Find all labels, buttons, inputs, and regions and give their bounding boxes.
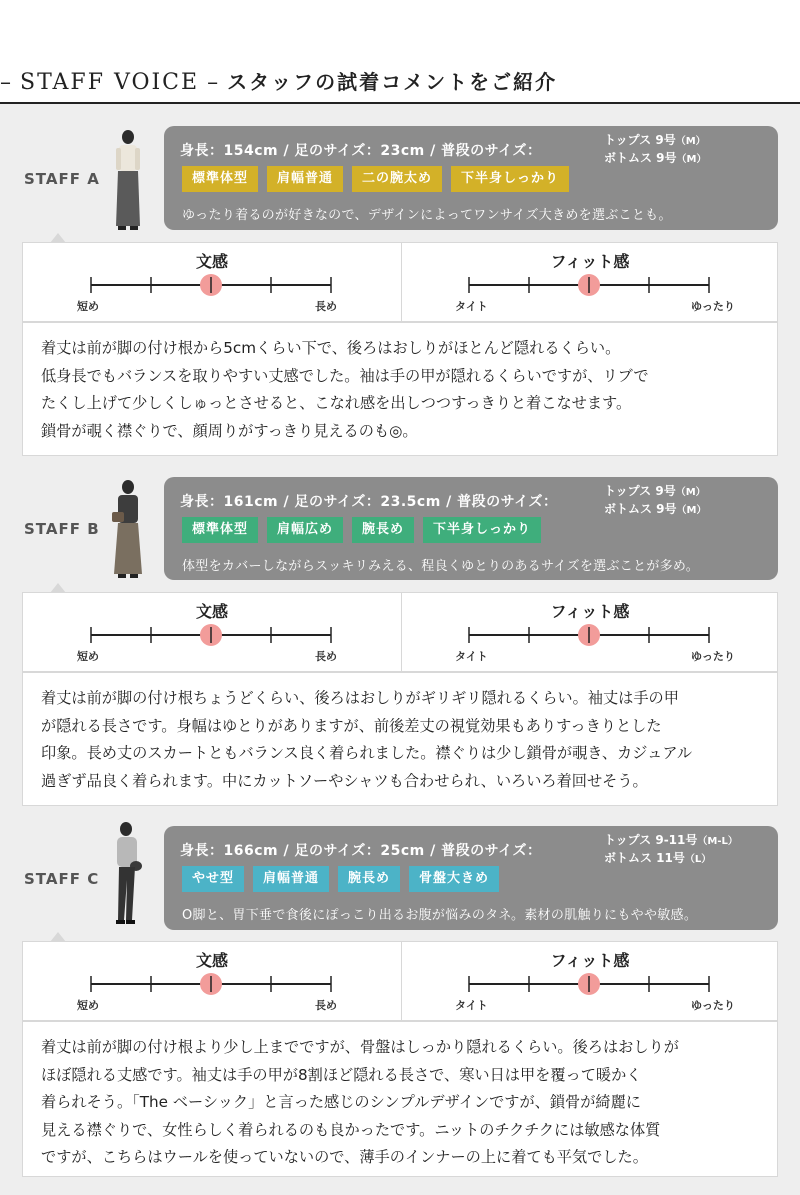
fit-scale xyxy=(401,243,779,323)
title-dash: – xyxy=(0,70,12,95)
staff-label: STAFF C xyxy=(24,870,100,888)
title-en: STAFF VOICE xyxy=(20,70,200,95)
staff-b-info xyxy=(164,477,778,580)
staff-c-note: O脚と、胃下垂で食後にぽっこり出るお腹が悩みのタネ。素材の肌触りにもやや敏感。 xyxy=(182,908,698,923)
tops-size-note: （M） xyxy=(675,136,706,147)
staff-b-note: 体型をカバーしながらスッキリみえる、程良くゆとりのあるサイズを選ぶことが多め。 xyxy=(182,559,700,574)
page-header xyxy=(0,60,800,104)
length-scale xyxy=(23,593,401,673)
comment-line: 見える襟ぐりで、女性らしく着られるのも良かったです。ニットのチクチクには敏感な体質 xyxy=(41,1120,661,1139)
person-figure-icon xyxy=(108,820,148,930)
fit-min-label: タイト xyxy=(455,999,488,1012)
staff-c-scales xyxy=(22,941,778,1021)
body-tag: 二の腕太め xyxy=(352,166,442,192)
tops-size: トップス 9-11号 xyxy=(604,833,698,847)
staff-c-sizes xyxy=(604,832,738,868)
fit-max-label: ゆったり xyxy=(691,300,735,313)
body-tag: 標準体型 xyxy=(182,517,258,543)
staff-b-measurements: 身長：161cm / 足のサイズ：23.5cm / 普段のサイズ： xyxy=(180,494,558,510)
fit-scale-title: フィット感 xyxy=(550,252,630,271)
staff-a-tags xyxy=(182,166,578,192)
length-scale xyxy=(23,243,401,323)
staff-label: STAFF A xyxy=(24,170,100,188)
staff-c-info xyxy=(164,826,778,930)
bottoms-size: ボトムス 9号 xyxy=(604,502,677,516)
bottoms-size-note: （M） xyxy=(676,505,707,516)
staff-c-comment xyxy=(22,1021,778,1177)
length-scale-bar xyxy=(23,271,401,299)
staff-b-comment xyxy=(22,672,778,806)
body-tag: 肩幅広め xyxy=(267,517,343,543)
staff-a-comment xyxy=(22,322,778,456)
fit-scale-title: フィット感 xyxy=(550,951,630,970)
title-dash: – xyxy=(207,70,220,95)
staff-c-photo xyxy=(108,820,148,934)
tops-size-note: （M-L） xyxy=(697,836,738,847)
person-figure-icon xyxy=(108,128,148,234)
comment-line: 着られそう。「The ベーシック」と言った感じのシンプルデザインですが、鎖骨が綺麗に xyxy=(41,1093,641,1111)
comment-line: ですが、こちらはウールを使っていないので、薄手のインナーの上に着ても平気でした。 xyxy=(41,1148,648,1166)
comment-line: たくし上げて少しくしゅっとさせると、こなれ感を出しつつすっきりと着こなせます。 xyxy=(41,394,632,412)
fit-scale-bar xyxy=(401,970,779,998)
staff-label: STAFF B xyxy=(24,520,100,538)
length-scale xyxy=(23,942,401,1022)
length-min-label: 短め xyxy=(77,300,99,313)
body-tag: 標準体型 xyxy=(182,166,258,192)
length-scale-title: 文感 xyxy=(195,602,228,621)
length-scale-title: 文感 xyxy=(195,951,228,970)
page-title xyxy=(0,66,557,95)
person-figure-icon xyxy=(108,478,148,584)
staff-c-tags xyxy=(182,866,508,892)
bottoms-size: ボトムス 11号 xyxy=(604,851,685,865)
fit-scale xyxy=(401,593,779,673)
comment-line: が隠れる長さです。身幅はゆとりがありますが、前後差丈の視覚効果もありすっきりとした xyxy=(41,716,662,735)
length-max-label: 長め xyxy=(315,650,337,663)
comment-text xyxy=(41,1034,679,1172)
body-tag: 腕長め xyxy=(352,517,414,543)
comment-line: ほぼ隠れる丈感です。袖丈は手の甲が8割ほど隠れる長さで、寒い日は甲を覆って暖かく xyxy=(41,1065,642,1084)
body-tag: 下半身しっかり xyxy=(423,517,541,543)
length-scale-bar xyxy=(23,621,401,649)
fit-scale xyxy=(401,942,779,1022)
bottoms-size-note: （L） xyxy=(684,854,712,865)
fit-scale-bar xyxy=(401,621,779,649)
fit-max-label: ゆったり xyxy=(691,999,735,1012)
staff-a-scales xyxy=(22,242,778,322)
comment-line: 鎖骨が覗く襟ぐりで、顔周りがすっきり見えるのも◎。 xyxy=(41,421,418,440)
comment-text xyxy=(41,335,649,445)
body-tag: 骨盤大きめ xyxy=(409,866,499,892)
staff-a-photo xyxy=(108,128,148,238)
staff-b-photo xyxy=(108,478,148,588)
staff-a-measurements: 身長：154cm / 足のサイズ：23cm / 普段のサイズ： xyxy=(180,143,542,159)
fit-max-label: ゆったり xyxy=(691,650,735,663)
staff-b-tags xyxy=(182,517,550,543)
title-jp: スタッフの試着コメントをご紹介 xyxy=(227,70,558,94)
tops-size: トップス 9号 xyxy=(604,484,676,498)
length-max-label: 長め xyxy=(315,300,337,313)
length-min-label: 短め xyxy=(77,999,99,1012)
tops-size: トップス 9号 xyxy=(604,133,676,147)
length-scale-title: 文感 xyxy=(195,252,228,271)
body-tag: やせ型 xyxy=(182,866,244,892)
staff-a-sizes xyxy=(604,132,706,168)
comment-text xyxy=(41,685,692,795)
staff-c-measurements: 身長：166cm / 足のサイズ：25cm / 普段のサイズ： xyxy=(180,843,542,859)
comment-line: 印象。長め丈のスカートともバランス良く着られました。襟ぐりは少し鎖骨が覗き、カジュアル xyxy=(41,744,693,762)
fit-scale-bar xyxy=(401,271,779,299)
comment-line: 着丈は前が脚の付け根より少し上までですが、骨盤はしっかり隠れるくらい。後ろはおしりが xyxy=(41,1038,679,1056)
bottoms-size-note: （M） xyxy=(676,154,707,165)
body-tag: 下半身しっかり xyxy=(451,166,569,192)
body-tag: 肩幅普通 xyxy=(253,866,329,892)
fit-scale-title: フィット感 xyxy=(550,602,630,621)
bottoms-size: ボトムス 9号 xyxy=(604,151,677,165)
tops-size-note: （M） xyxy=(675,487,706,498)
body-tag: 肩幅普通 xyxy=(267,166,343,192)
body-tag: 腕長め xyxy=(338,866,400,892)
fit-min-label: タイト xyxy=(455,650,488,663)
staff-a-note: ゆったり着るのが好きなので、デザインによってワンサイズ大きめを選ぶことも。 xyxy=(182,208,672,223)
staff-b-scales xyxy=(22,592,778,672)
length-scale-bar xyxy=(23,970,401,998)
staff-a-info xyxy=(164,126,778,230)
length-max-label: 長め xyxy=(315,999,337,1012)
staff-b-sizes xyxy=(604,483,706,519)
fit-min-label: タイト xyxy=(455,300,488,313)
comment-line: 過ぎず品良く着られます。中にカットソーやシャツも合わせられ、いろいろ着回せそう。 xyxy=(41,771,648,790)
comment-line: 着丈は前が脚の付け根から5cmくらい下で、後ろはおしりがほとんど隠れるくらい。 xyxy=(41,339,621,357)
comment-line: 低身長でもバランスを取りやすい丈感でした。袖は手の甲が隠れるくらいですが、リブで xyxy=(41,366,649,385)
length-min-label: 短め xyxy=(77,650,99,663)
comment-line: 着丈は前が脚の付け根ちょうどくらい、後ろはおしりがギリギリ隠れるくらい。袖丈は手の甲 xyxy=(41,689,679,707)
